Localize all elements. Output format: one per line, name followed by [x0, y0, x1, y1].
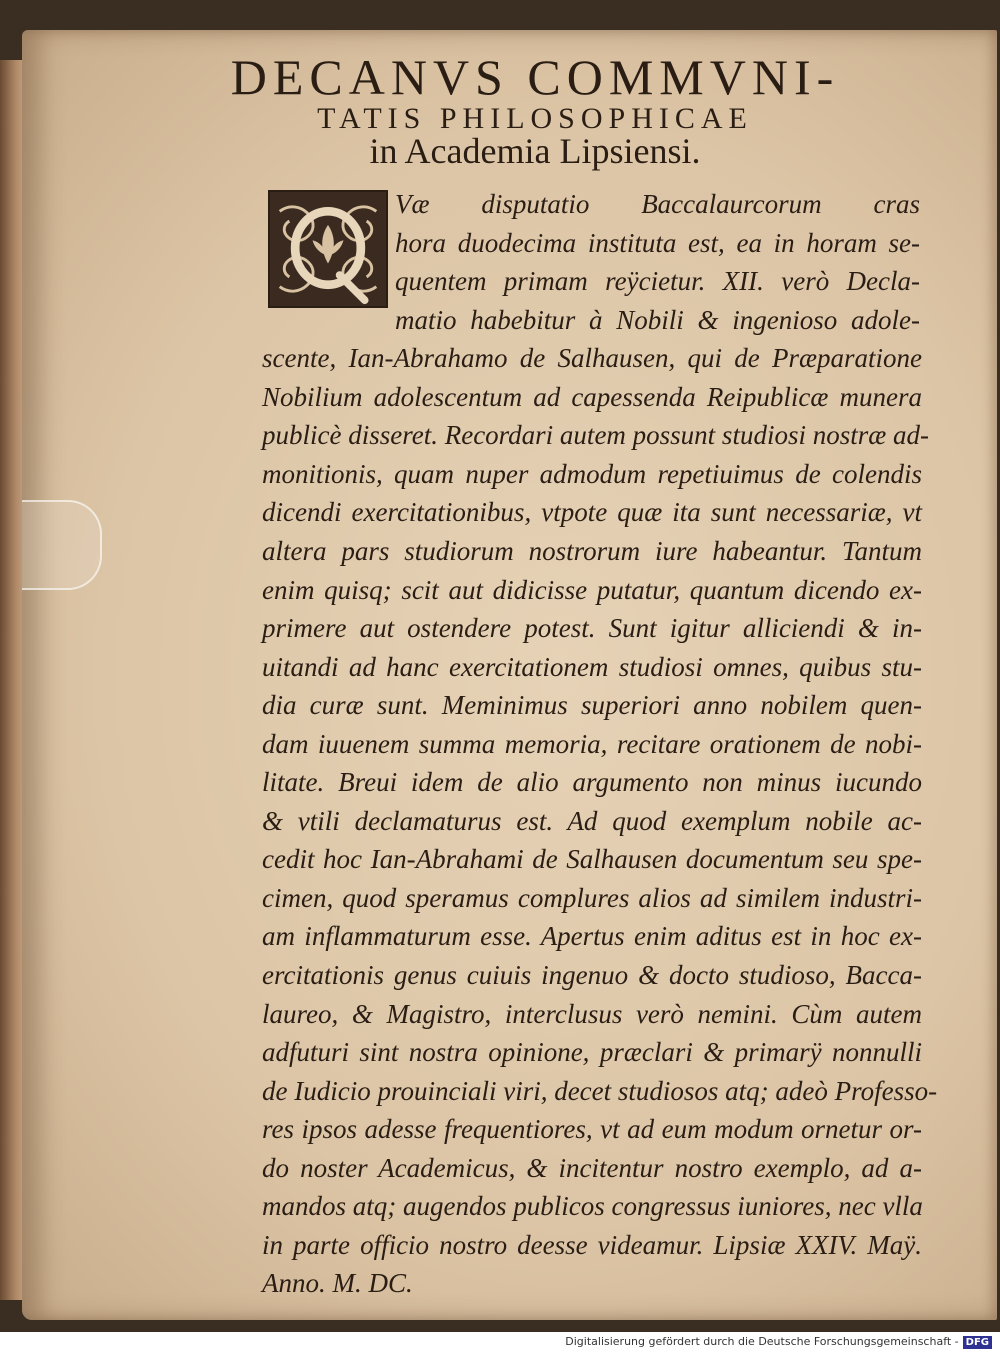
- heading-line-3: in Academia Lipsiensi.: [369, 131, 701, 171]
- text-line: in parte officio nostro deesse videamur. Lipsiæ XXIV. Maÿ.: [262, 1229, 922, 1260]
- text-line: quentem primam reÿcietur. XII. verò Decla-: [395, 266, 920, 297]
- text-line: altera pars studiorum nostrorum iure habeantur. Tantum: [262, 535, 922, 566]
- text-line: de Iudicio prouinciali viri, decet studiosos atq; adeò Professo-: [262, 1075, 938, 1106]
- text-line: scente, Ian-Abrahamo de Salhausen, qui de Præparatione: [262, 343, 922, 374]
- text-line: & vtili declamaturus est. Ad quod exemplum nobile ac-: [262, 805, 922, 836]
- text-line: Anno. M. DC.: [262, 1268, 413, 1299]
- text-line: cimen, quod speramus complures alios ad similem industri-: [262, 882, 922, 913]
- heading-line-2: TATIS PHILOSOPHICAE: [317, 102, 753, 135]
- heading-line-1: DECANVS COMMVNI-: [230, 49, 840, 105]
- text-line: primere aut ostendere potest. Sunt igitur alliciendi & in-: [262, 613, 922, 644]
- dfg-logo-icon: DFG: [963, 1336, 992, 1349]
- text-line: dam iuuenem summa memoria, recitare orationem de nobi-: [262, 728, 922, 759]
- text-line: monitionis, quam nuper admodum repetiuimus de colendis: [262, 458, 922, 489]
- text-line: litate. Breui idem de alio argumento non minus iucundo: [262, 767, 922, 798]
- text-line: ercitationis genus cuiuis ingenuo & docto studioso, Bacca-: [262, 960, 922, 990]
- text-line: laureo, & Magistro, interclusus verò nemini. Cùm autem: [262, 998, 922, 1029]
- text-line: res ipsos adesse frequentiores, vt ad eum modum ornetur or-: [262, 1114, 922, 1145]
- footer-credit-text: Digitalisierung gefördert durch die Deutsche Forschungsgemeinschaft -: [565, 1335, 959, 1348]
- text-line: uitandi ad hanc exercitationem studiosi omnes, quibus stu-: [262, 651, 922, 682]
- text-line: mandos atq; augendos publicos congressus iuniores, nec vlla: [262, 1191, 923, 1222]
- text-line: do noster Academicus, & incitentur nostro exemplo, ad a-: [262, 1152, 922, 1183]
- footer-credit-bar: [0, 1332, 1000, 1352]
- text-line: Væ disputatio Baccalaurcorum cras: [395, 189, 920, 219]
- text-line: am inflammaturum esse. Apertus enim aditus est in hoc ex-: [262, 921, 922, 952]
- text-line: enim quisq; scit aut didicisse putatur, quantum dicendo ex-: [262, 574, 922, 605]
- text-line: dia curæ sunt. Meminimus superiori anno nobilem quen-: [262, 690, 922, 721]
- text-line: adfuturi sint nostra opinione, præclari & primarÿ nonnulli: [262, 1037, 922, 1068]
- text-line: hora duodecima instituta est, ea in horam se-: [395, 227, 920, 258]
- decorated-initial-q-icon: [268, 190, 388, 308]
- page-fold-mark: [22, 500, 102, 590]
- text-line: cedit hoc Ian-Abrahami de Salhausen documentum seu spe-: [262, 844, 922, 875]
- text-line: publicè disseret. Recordari autem possunt studiosi nostræ ad-: [262, 420, 929, 451]
- text-line: dicendi exercitationibus, vtpote quæ ita sunt necessariæ, vt: [262, 497, 922, 528]
- text-line: matio habebitur à Nobili & ingenioso adole-: [395, 304, 920, 335]
- text-line: Nobilium adolescentum ad capessenda Reipublicæ munera: [262, 381, 922, 412]
